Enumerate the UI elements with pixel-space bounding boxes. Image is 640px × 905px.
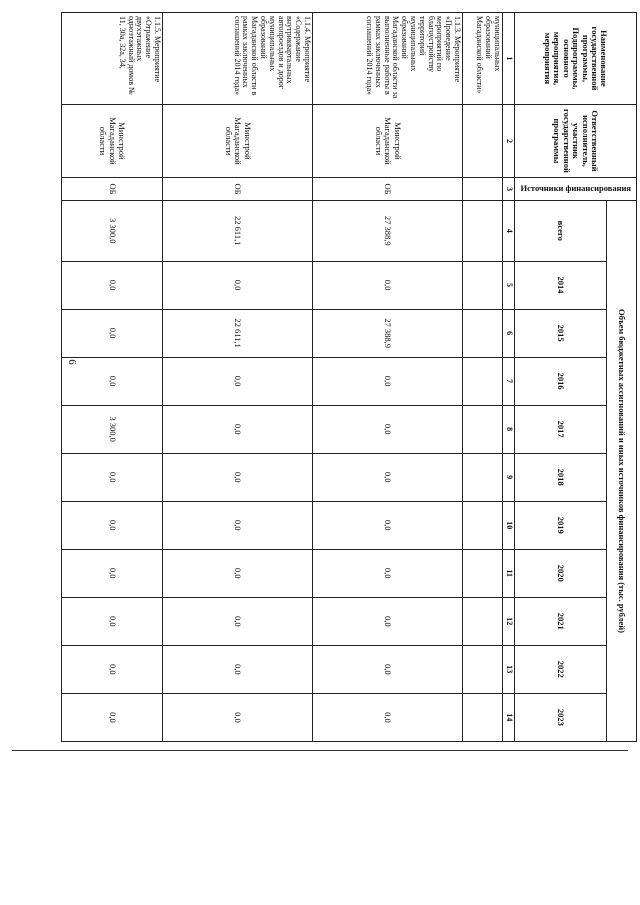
column-number: 7	[503, 357, 515, 405]
row-value: 0,0	[313, 261, 463, 309]
row-value: 0,0	[163, 549, 313, 597]
row-value: 27 388,9	[313, 309, 463, 357]
row-executor: Минстрой Магаданской области	[62, 104, 163, 177]
row-value: 0,0	[313, 549, 463, 597]
row-value: 0,0	[163, 501, 313, 549]
row-value: 0,0	[163, 693, 313, 741]
row-executor	[463, 104, 503, 177]
row-value	[463, 501, 503, 549]
rotated-table-frame	[62, 12, 637, 742]
funding-table	[61, 12, 637, 742]
column-number-row	[503, 13, 515, 742]
row-value: 0,0	[313, 597, 463, 645]
row-value: 0,0	[313, 357, 463, 405]
header-source-text: Источники финансирования	[520, 183, 631, 194]
row-value	[463, 597, 503, 645]
row-value	[463, 405, 503, 453]
row-value: 0,0	[163, 597, 313, 645]
row-value: 0,0	[313, 645, 463, 693]
page-number: 6	[66, 359, 78, 365]
row-value: 0,0	[62, 597, 163, 645]
column-number: 2	[503, 104, 515, 177]
row-total: 3 300,0	[62, 200, 163, 261]
row-total: 22 611,1	[163, 200, 313, 261]
row-total: 27 388,9	[313, 200, 463, 261]
table-row	[463, 13, 503, 742]
row-value: 0,0	[62, 261, 163, 309]
header-year: 2016	[515, 357, 607, 405]
header-year: 2019	[515, 501, 607, 549]
column-number: 6	[503, 309, 515, 357]
row-value: 0,0	[62, 501, 163, 549]
column-number: 14	[503, 693, 515, 741]
column-number: 4	[503, 200, 515, 261]
row-value: 0,0	[313, 405, 463, 453]
header-total: всего	[515, 200, 607, 261]
row-value	[463, 549, 503, 597]
row-executor: Минстрой Магаданской области	[313, 104, 463, 177]
column-number: 9	[503, 453, 515, 501]
row-value: 0,0	[62, 309, 163, 357]
table-row	[313, 13, 463, 742]
column-number: 3	[503, 178, 515, 201]
row-name: 1.1.4. Мероприятие «Содержание внутриквартальных автопроездов и дорог муниципальных образований Магаданской области в рамках заключенных соглашений 2014 года»	[163, 13, 313, 105]
row-executor: Минстрой Магаданской области	[163, 104, 313, 177]
header-executor: Ответственный исполнитель, участник государственной программы	[515, 104, 637, 177]
column-number: 12	[503, 597, 515, 645]
row-value: 0,0	[313, 693, 463, 741]
header-year: 2015	[515, 309, 607, 357]
row-value: 0,0	[313, 501, 463, 549]
row-value: 0,0	[313, 453, 463, 501]
bottom-divider	[12, 750, 628, 751]
column-number: 1	[503, 13, 515, 105]
row-name: 1.1.5. Мероприятие «Отражение двухэтажных одноэтажный домов № 11, 30а, 32а, 34,	[62, 13, 163, 105]
row-value	[463, 357, 503, 405]
row-total	[463, 200, 503, 261]
column-number: 13	[503, 645, 515, 693]
header-year: 2022	[515, 645, 607, 693]
row-value	[463, 693, 503, 741]
row-value: 0,0	[163, 645, 313, 693]
row-value	[463, 645, 503, 693]
header-year: 2020	[515, 549, 607, 597]
row-source: ОБ	[313, 178, 463, 201]
row-value: 0,0	[163, 453, 313, 501]
row-value: 3 300,0	[62, 405, 163, 453]
column-number: 8	[503, 405, 515, 453]
row-value: 0,0	[62, 693, 163, 741]
header-year: 2023	[515, 693, 607, 741]
column-number: 11	[503, 549, 515, 597]
header-year: 2017	[515, 405, 607, 453]
row-value: 0,0	[163, 261, 313, 309]
row-value: 0,0	[163, 357, 313, 405]
header-year: 2014	[515, 261, 607, 309]
row-value: 0,0	[62, 453, 163, 501]
header-year: 2021	[515, 597, 607, 645]
header-year: 2018	[515, 453, 607, 501]
table-row	[62, 13, 163, 742]
row-value	[463, 261, 503, 309]
row-value: 0,0	[62, 645, 163, 693]
row-value: 22 611,1	[163, 309, 313, 357]
rotated-table-container	[62, 12, 637, 742]
row-value	[463, 309, 503, 357]
header-source	[515, 178, 637, 201]
row-name: 1.1.3. Мероприятие «Проведение мероприятий по благоустройству территорий муниципальных образований Магаданской области за выполненные работы в рамках заключенных соглашений 2014 года»	[313, 13, 463, 105]
row-source	[463, 178, 503, 201]
header-name: Наименование государственной программы, Подпрограммы, основного мероприятия, мероприятия	[515, 13, 637, 105]
header-funding: Объем бюджетных ассигнований и иных источников финансирования (тыс. рублей)	[607, 200, 637, 741]
row-source: ОБ	[163, 178, 313, 201]
row-value: 0,0	[163, 405, 313, 453]
column-number: 10	[503, 501, 515, 549]
row-name: муниципальных образований Магаданской области»	[463, 13, 503, 105]
table-row	[163, 13, 313, 742]
row-value	[463, 453, 503, 501]
row-value: 0,0	[62, 357, 163, 405]
column-number: 5	[503, 261, 515, 309]
row-value: 0,0	[62, 549, 163, 597]
row-source: ОБ	[62, 178, 163, 201]
